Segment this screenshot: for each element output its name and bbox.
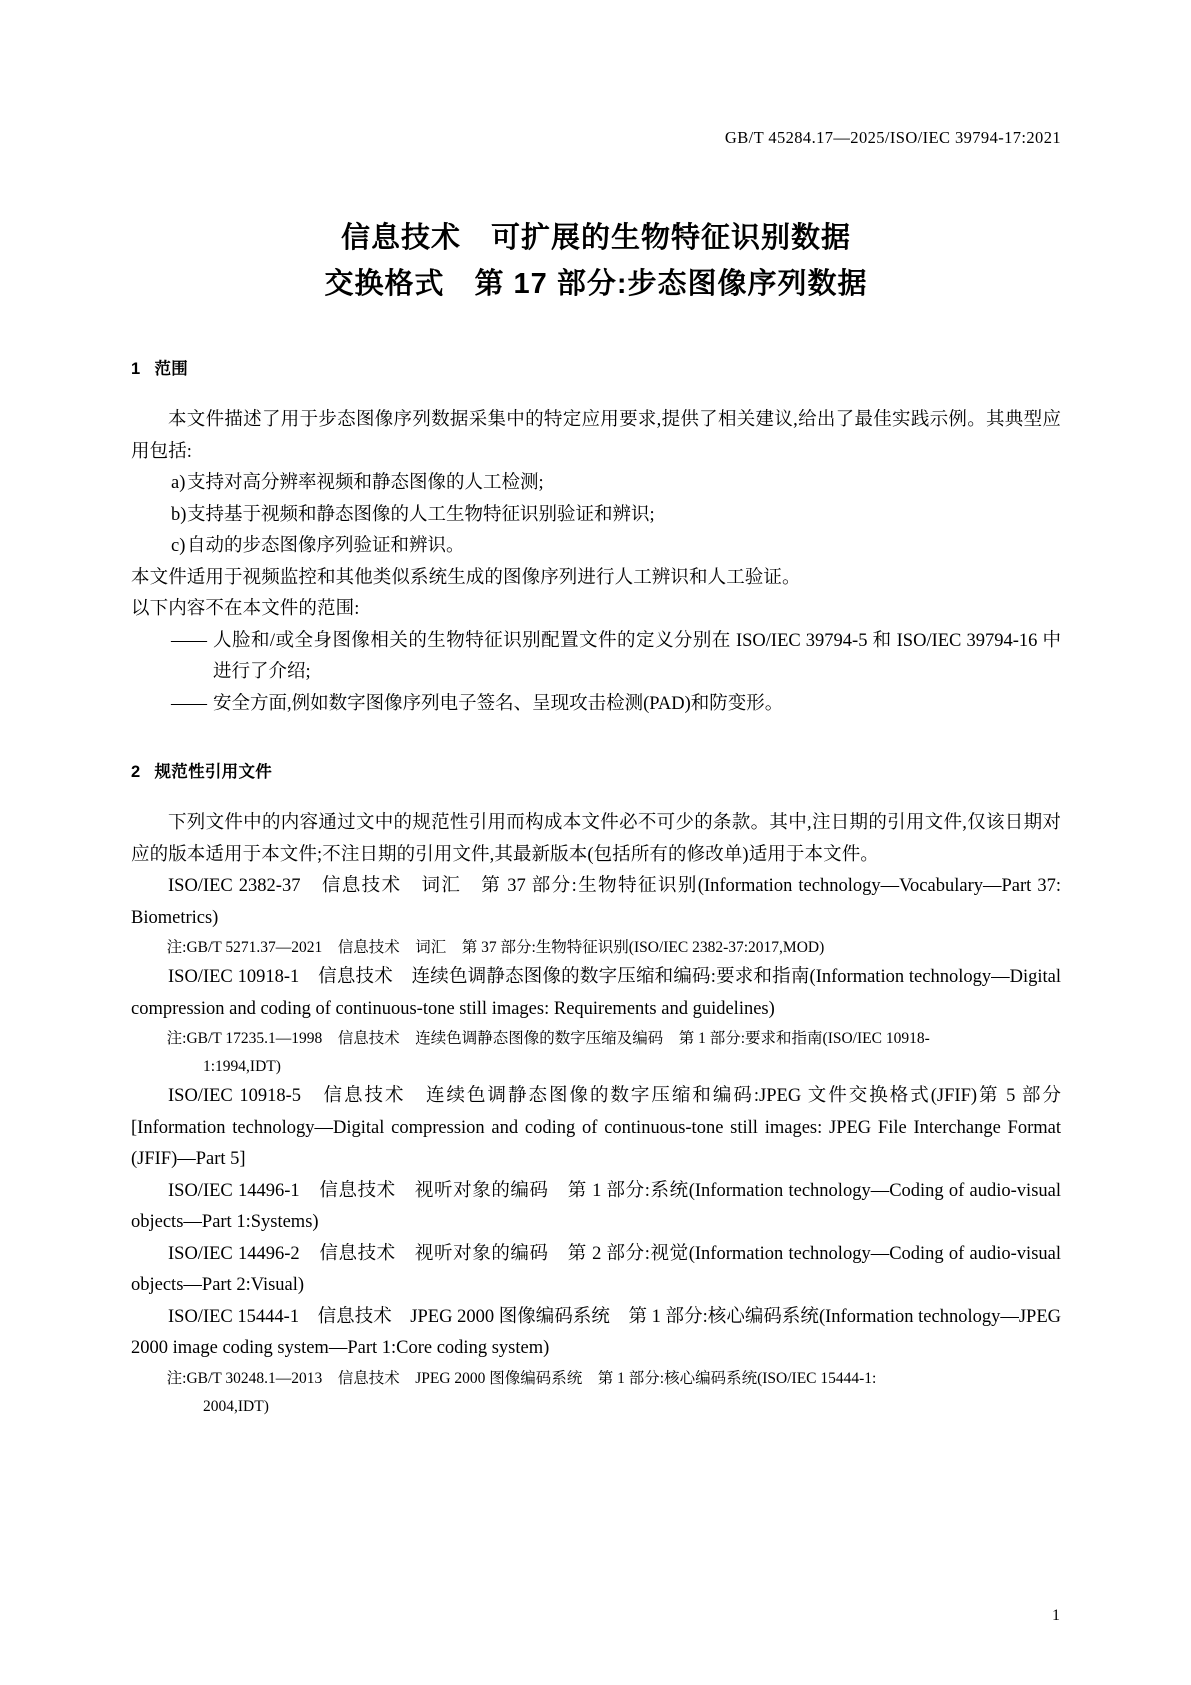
- section-heading-1: [131, 355, 1061, 379]
- reference-entry: ISO/IEC 14496-2 信息技术 视听对象的编码 第 2 部分:视觉(Information technology—Coding of audio-visual objects—Part 2:Visual): [131, 1243, 1061, 1295]
- section-title-1: 范围: [154, 360, 189, 378]
- dash-marker: ——: [171, 630, 206, 651]
- page-title: [131, 215, 1061, 307]
- title-line-2: 交换格式 第 17 部分:步态图像序列数据: [324, 268, 868, 300]
- list-item: [131, 468, 1061, 500]
- reference-note-continuation: 1:1994,IDT): [203, 1058, 281, 1075]
- list-marker-a: a): [171, 473, 186, 493]
- page-number: 1: [1052, 1607, 1060, 1624]
- normative-refs-intro: 下列文件中的内容通过文中的规范性引用而构成本文件必不可少的条款。其中,注日期的引用文件,仅该日期对应的版本适用于本文件;不注日期的引用文件,其最新版本(包括所有的修改单)适用于本文件。: [131, 813, 1061, 865]
- reference-entry: ISO/IEC 10918-5 信息技术 连续色调静态图像的数字压缩和编码:JPEG 文件交换格式(JFIF)第 5 部分[Information technology—Digital compression and coding of continuous-tone still images: JPEG File Interchange Format (JFIF)—Part 5]: [131, 1086, 1061, 1169]
- section-number-2: 2: [131, 763, 141, 781]
- dash-item: [131, 689, 1061, 721]
- list-marker-b: b): [171, 504, 187, 525]
- dash-text-2: 安全方面,例如数字图像序列电子签名、呈现攻击检测(PAD)和防变形。: [213, 693, 784, 714]
- dash-marker: ——: [171, 693, 206, 714]
- reference-note: 注:GB/T 17235.1—1998 信息技术 连续色调静态图像的数字压缩及编码 第 1 部分:要求和指南(ISO/IEC 10918-: [166, 1030, 930, 1047]
- running-header: [131, 128, 1061, 148]
- scope-paragraph-1: 本文件描述了用于步态图像序列数据采集中的特定应用要求,提供了相关建议,给出了最佳实践示例。其典型应用包括:: [131, 410, 1061, 462]
- section-heading-2: [131, 758, 1061, 782]
- section-title-2: 规范性引用文件: [154, 763, 273, 781]
- dash-item: [131, 626, 1061, 689]
- section-number-1: 1: [131, 360, 141, 378]
- reference-note-continuation: 2004,IDT): [203, 1397, 269, 1415]
- scope-paragraph-3: 以下内容不在本文件的范围:: [131, 599, 360, 619]
- dash-text-1: 人脸和/或全身图像相关的生物特征识别配置文件的定义分别在 ISO/IEC 39794-5 和 ISO/IEC 39794-16 中进行了介绍;: [213, 630, 1061, 682]
- list-item: [131, 500, 1061, 532]
- reference-entry: ISO/IEC 15444-1 信息技术 JPEG 2000 图像编码系统 第 1 部分:核心编码系统(Information technology—JPEG 2000 image coding system—Part 1:Core coding system): [131, 1306, 1061, 1358]
- title-line-1: 信息技术 可扩展的生物特征识别数据: [340, 222, 851, 254]
- reference-entry: ISO/IEC 14496-1 信息技术 视听对象的编码 第 1 部分:系统(Information technology—Coding of audio-visual objects—Part 1:Systems): [131, 1180, 1061, 1232]
- list-item: [131, 531, 1061, 563]
- reference-entry: ISO/IEC 2382-37 信息技术 词汇 第 37 部分:生物特征识别(Information technology—Vocabulary—Part 37: Biometrics): [131, 876, 1061, 928]
- reference-note: 注:GB/T 5271.37—2021 信息技术 词汇 第 37 部分:生物特征识别(ISO/IEC 2382-37:2017,MOD): [166, 939, 825, 956]
- standard-reference: GB/T 45284.17—2025/ISO/IEC 39794-17:2021: [724, 128, 1061, 147]
- list-text-b: 支持基于视频和静态图像的人工生物特征识别验证和辨识;: [187, 504, 655, 525]
- list-text-a: 支持对高分辨率视频和静态图像的人工检测;: [187, 473, 544, 493]
- reference-entry: ISO/IEC 10918-1 信息技术 连续色调静态图像的数字压缩和编码:要求和指南(Information technology—Digital compression and coding of continuous-tone still images: Requirements and guidelines): [131, 967, 1061, 1019]
- document-body: [131, 355, 1061, 1421]
- list-marker-c: c): [171, 536, 186, 556]
- list-text-c: 自动的步态图像序列验证和辨识。: [187, 536, 465, 556]
- reference-note: 注:GB/T 30248.1—2013 信息技术 JPEG 2000 图像编码系统 第 1 部分:核心编码系统(ISO/IEC 15444-1:: [166, 1369, 877, 1387]
- scope-paragraph-2: 本文件适用于视频监控和其他类似系统生成的图像序列进行人工辨识和人工验证。: [131, 567, 801, 588]
